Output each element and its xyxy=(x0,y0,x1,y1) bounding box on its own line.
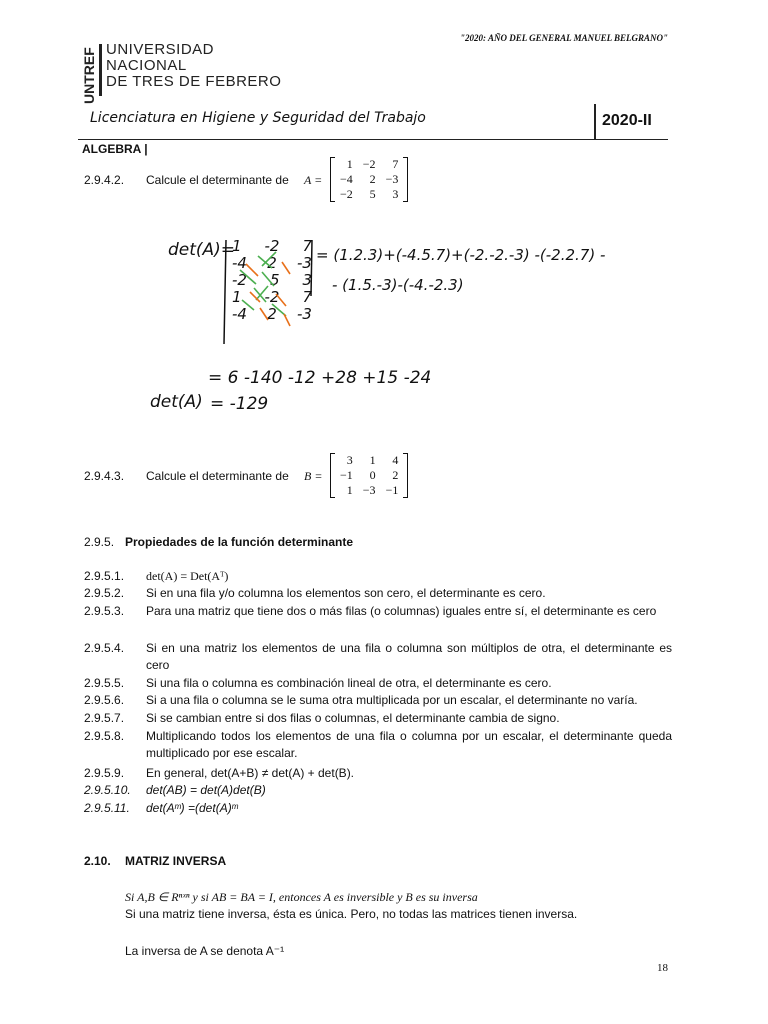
sarrus-arrows xyxy=(232,244,312,344)
matrix-var-a: A = xyxy=(304,173,323,187)
matrix-cell: 2 xyxy=(369,172,376,186)
property-item: 2.9.5.9. En general, det(A+B) ≠ det(A) + det(B). xyxy=(84,766,355,780)
matrix-a xyxy=(330,157,408,202)
matrix-cell: −3 xyxy=(362,483,376,497)
logo-line-1: UNIVERSIDAD xyxy=(106,41,215,58)
page-number: 18 xyxy=(657,962,668,974)
exercise-number: 2.9.4.2. xyxy=(84,173,125,187)
logo-vertical-text: UNTREF xyxy=(81,47,97,104)
matrix-cell: 3 xyxy=(392,187,399,201)
section-title: Propiedades de la función determinante xyxy=(125,535,354,549)
sarrus-row: -4 2 -3 xyxy=(232,254,312,272)
matrix-cell: −2 xyxy=(362,157,376,171)
hand-sum-line: = 6 -140 -12 +28 +15 -24 xyxy=(208,368,432,388)
sarrus-row: -4 2 -3 xyxy=(232,305,312,323)
hand-det-label: det(A)= xyxy=(168,240,236,260)
matrix-cell: 5 xyxy=(369,187,376,201)
matrix-cell: −2 xyxy=(340,187,353,201)
property-item: 2.9.5.10. det(AB) = det(A)det(B) xyxy=(84,783,266,797)
logo-bar xyxy=(99,44,102,96)
property-item: 2.9.5.6. Si a una fila o columna se le suma otra multiplicada por un escalar, el determinante no varía. xyxy=(84,693,638,707)
property-item: 2.9.5.3. Para una matriz que tiene dos o más filas (o columnas) iguales entre sí, el determinante es cero xyxy=(84,604,657,618)
property-item: 2.9.5.7. Si se cambian entre si dos filas o columnas, el determinante cambia de signo. xyxy=(84,711,560,725)
sarrus-row: 1 -2 7 xyxy=(232,237,312,255)
matrix-b xyxy=(330,453,408,498)
term-label: 2020-II xyxy=(602,112,652,129)
matrix-cell: 4 xyxy=(392,453,399,467)
hand-result-value: = -129 xyxy=(210,394,269,414)
logo-line-2: NACIONAL xyxy=(106,57,187,74)
matrix-cell: −3 xyxy=(385,172,399,186)
header-rule xyxy=(78,139,668,140)
exercise-text: Calcule el determinante de xyxy=(146,469,289,483)
matrix-cell: 2 xyxy=(392,468,399,482)
logo-line-3: DE TRES DE FEBRERO xyxy=(106,73,282,90)
sarrus-row: 1 -2 7 xyxy=(232,288,312,306)
header-motto: "2020: AÑO DEL GENERAL MANUEL BELGRANO" xyxy=(460,33,668,43)
header-separator xyxy=(594,104,596,140)
section-number: 2.9.5. xyxy=(84,535,115,549)
career-title: Licenciatura en Higiene y Seguridad del Trabajo xyxy=(90,110,426,126)
logo-text xyxy=(106,42,281,90)
exercise-number: 2.9.4.3. xyxy=(84,469,125,483)
hand-expansion-line-1: = (1.2.3)+(-4.5.7)+(-2.-2.-3) -(-2.2.7) - xyxy=(316,246,606,264)
matrix-cell: −1 xyxy=(340,468,353,482)
matrix-cell: 1 xyxy=(369,453,376,467)
property-item: 2.9.5.4. Si en una matriz los elementos de una fila o columna son múltiplos de otra, el determinante es cero xyxy=(84,641,672,672)
sarrus-row: -2 5 3 xyxy=(232,271,312,289)
hand-result-label: det(A) xyxy=(150,392,203,412)
matrix-cell: −1 xyxy=(385,483,399,497)
matrix-cell: −4 xyxy=(340,172,353,186)
inverse-notation: La inversa de A se denota A⁻¹ xyxy=(125,944,285,958)
property-item: 2.9.5.5. Si una fila o columna es combinación lineal de otra, el determinante es cero. xyxy=(84,676,552,690)
property-item: 2.9.5.1. det(A) = Det(Aᵀ) xyxy=(84,569,229,583)
inverse-definition: Si A,B ∈ Rⁿˣⁿ y si AB = BA = I, entonces A es inversible y B es su inversa xyxy=(125,890,478,904)
property-item: 2.9.5.8. Multiplicando todos los elementos de una fila o columna por un escalar, el determinante queda multiplicado por ese escalar. xyxy=(84,729,672,760)
matrix-var-b: B = xyxy=(304,469,323,483)
logo-vertical xyxy=(78,44,100,106)
property-item: 2.9.5.2. Si en una fila y/o columna los elementos son cero, el determinante es cero. xyxy=(84,586,546,600)
property-item: 2.9.5.11. det(Aᵐ) =(det(A)ᵐ xyxy=(84,801,238,815)
section-title: MATRIZ INVERSA xyxy=(125,854,227,868)
matrix-cell: 1 xyxy=(346,483,353,497)
inverse-uniqueness: Si una matriz tiene inversa, ésta es única. Pero, no todas las matrices tienen inversa. xyxy=(125,907,578,921)
matrix-cell: 1 xyxy=(346,157,353,171)
section-label: ALGEBRA | xyxy=(82,142,148,156)
matrix-cell: 0 xyxy=(369,468,376,482)
matrix-cell: 3 xyxy=(346,453,353,467)
hand-expansion-line-2: - (1.5.-3)-(-4.-2.3) xyxy=(332,276,464,294)
exercise-text: Calcule el determinante de xyxy=(146,173,289,187)
section-number: 2.10. xyxy=(84,854,111,868)
matrix-cell: 7 xyxy=(392,157,399,171)
